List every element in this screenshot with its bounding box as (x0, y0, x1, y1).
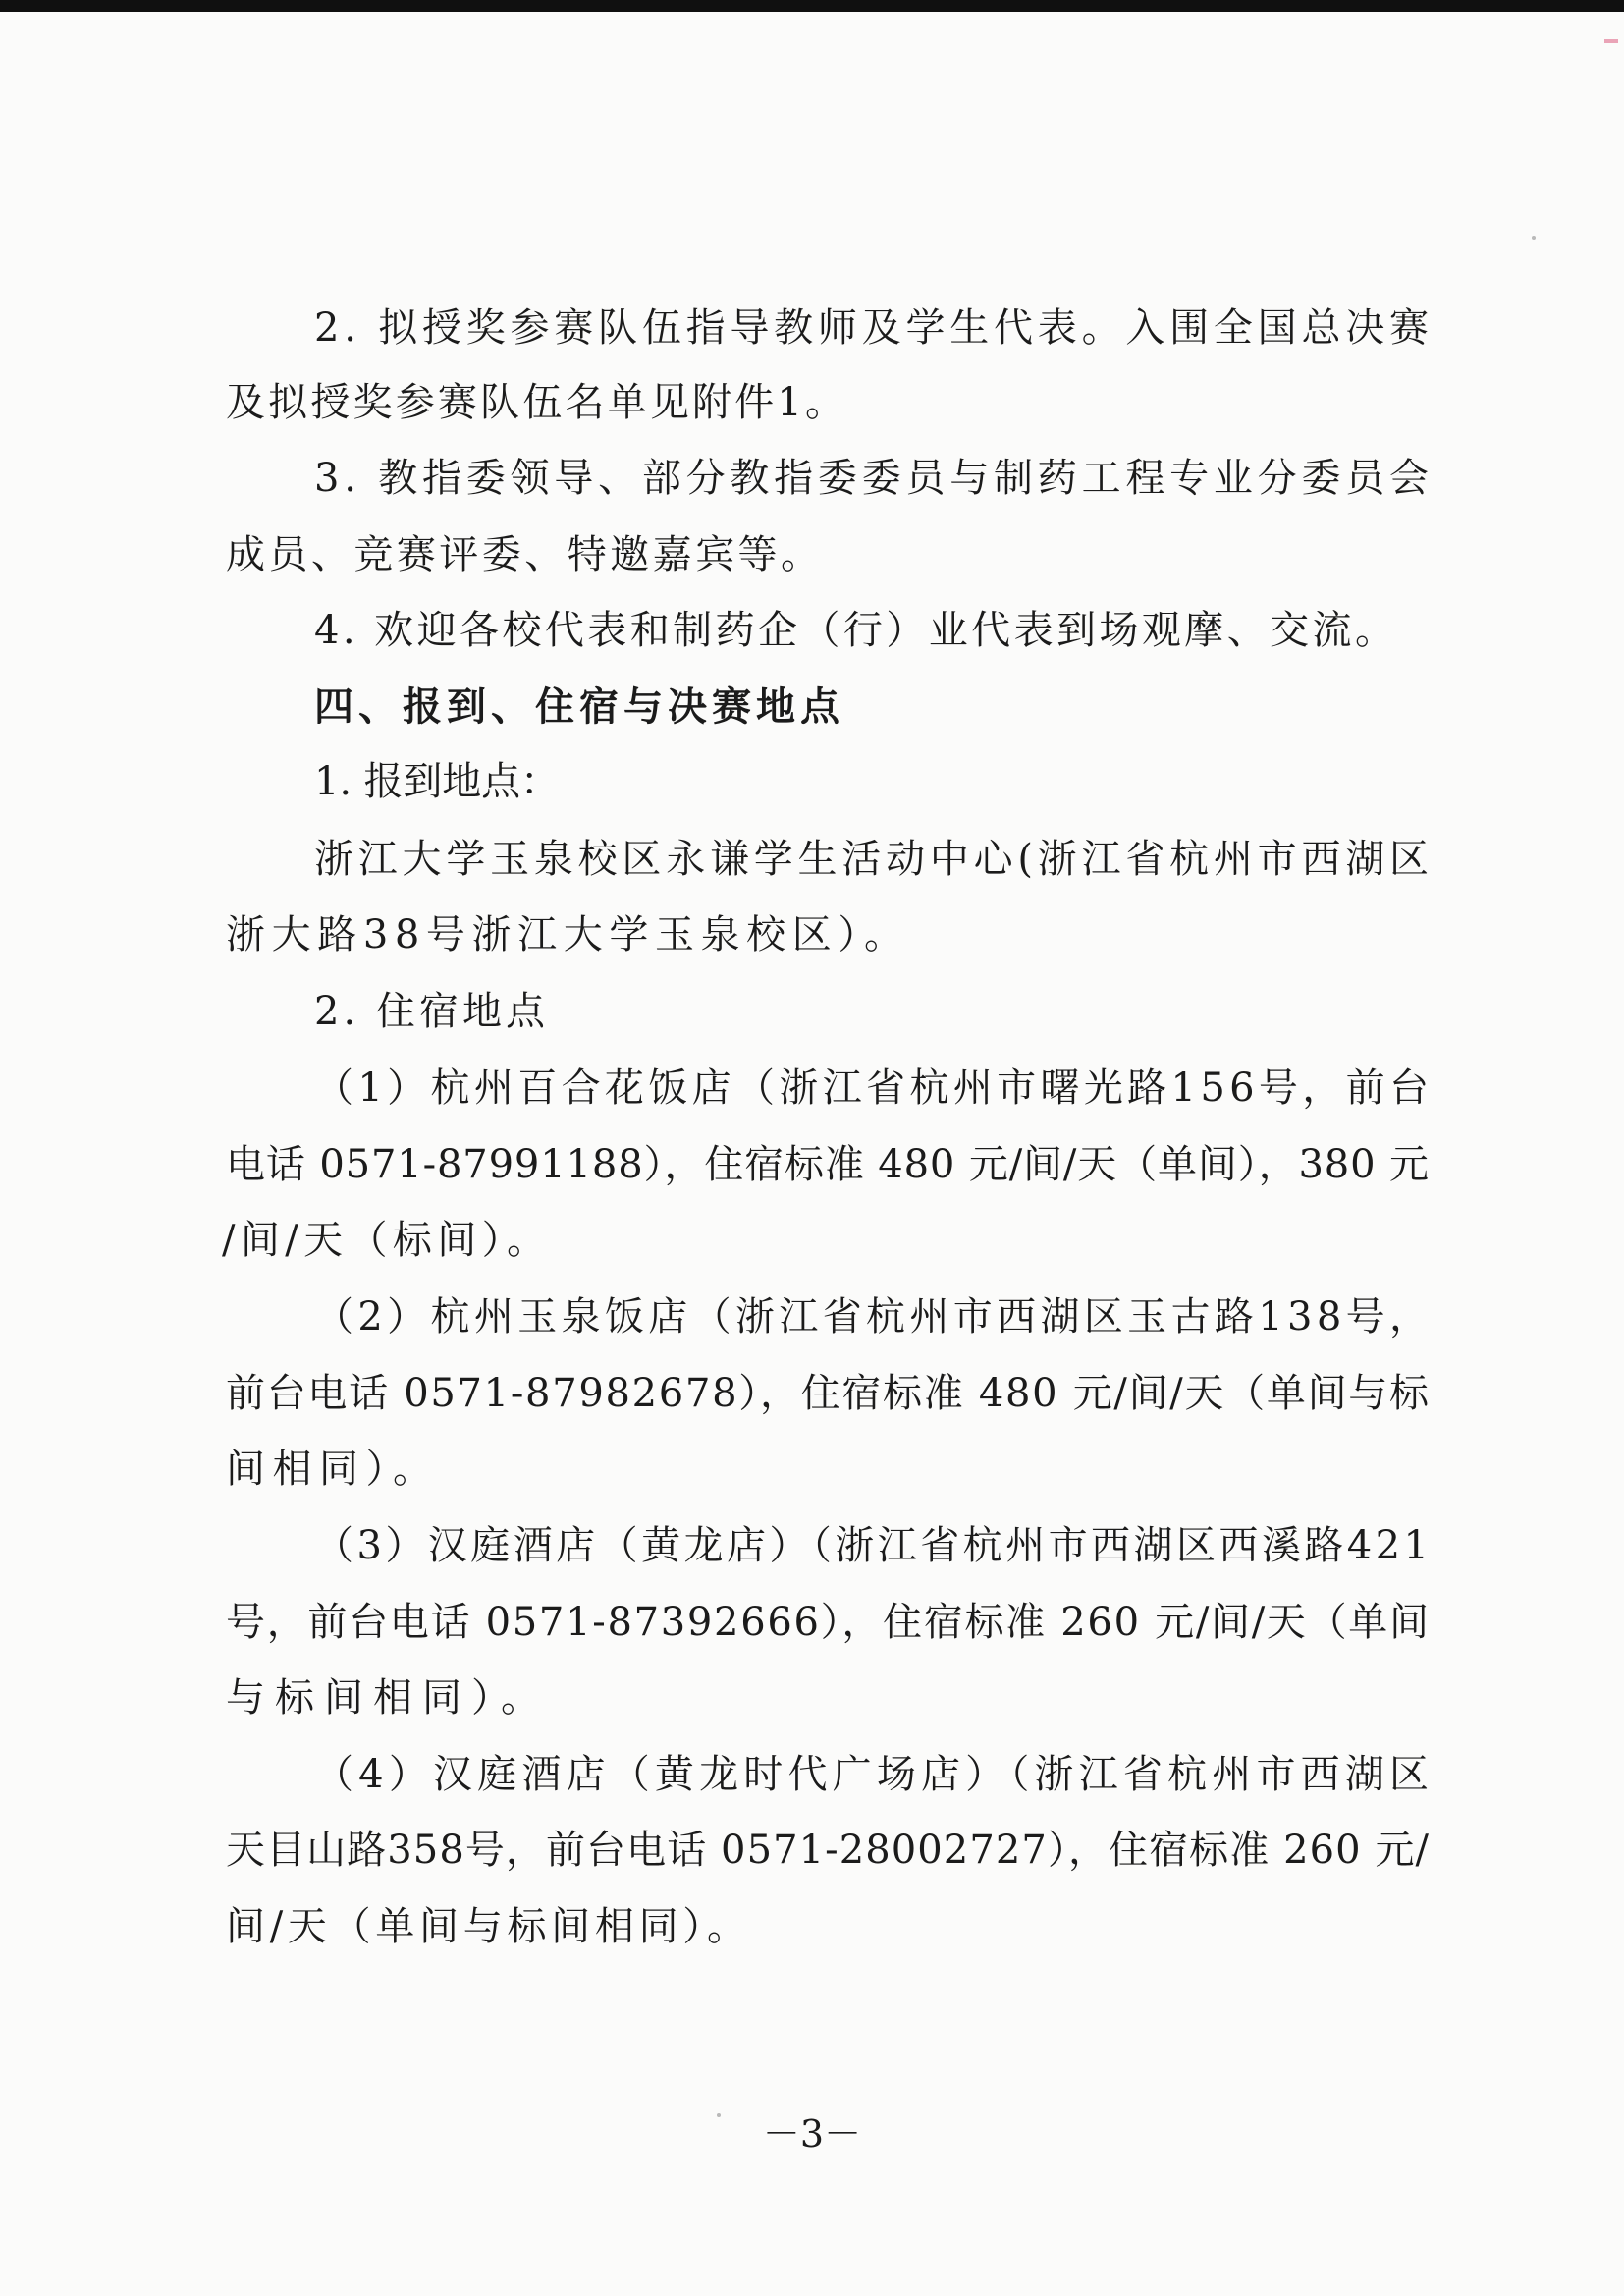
text-line: 1. 报到地点： (314, 759, 560, 804)
page-number: －3－ (762, 2112, 862, 2156)
text-line: 号，前台电话 0571-87392666），住宿标准 260 元/间/天（单间 (226, 1600, 1431, 1645)
text-line: 电话 0571-87991188），住宿标准 480 元/间/天（单间），380 元 (226, 1142, 1430, 1187)
text-line: 4. 欢迎各校代表和制药企（行）业代表到场观摩、交流。 (314, 608, 1398, 653)
text-line: 2. 拟授奖参赛队伍指导教师及学生代表。入围全国总决赛 (314, 305, 1434, 351)
text-line: （4）汉庭酒店（黄龙时代广场店）（浙江省杭州市西湖区 (314, 1752, 1435, 1797)
text-line: （2）杭州玉泉饭店（浙江省杭州市西湖区玉古路138号， (314, 1294, 1434, 1339)
text-line: 2. 住宿地点 (314, 989, 550, 1034)
text-line: 成员、竞赛评委、特邀嘉宾等。 (226, 532, 824, 577)
scan-top-edge (0, 0, 1624, 12)
scan-mark (1604, 39, 1618, 43)
text-line: 间相同）。 (226, 1447, 440, 1492)
text-line: /间/天（标间）。 (222, 1218, 552, 1263)
text-line: 与标间相同）。 (226, 1675, 550, 1721)
section-heading: 四、报到、住宿与决赛地点 (314, 683, 844, 730)
text-line: 及拟授奖参赛队伍名单见附件1。 (226, 380, 848, 425)
text-line: 间/天（单间与标间相同）。 (226, 1904, 751, 1949)
text-line: 天目山路358号，前台电话 0571-28002727），住宿标准 260 元/ (226, 1828, 1431, 1873)
text-line: 浙江大学玉泉校区永谦学生活动中心(浙江省杭州市西湖区 (314, 837, 1434, 882)
text-line: 浙大路38号浙江大学玉泉校区）。 (226, 912, 910, 957)
text-line: 3. 教指委领导、部分教指委委员与制药工程专业分委员会 (314, 456, 1434, 501)
text-line: （1）杭州百合花饭店（浙江省杭州市曙光路156号，前台 (314, 1066, 1434, 1111)
scan-speck (1532, 236, 1536, 240)
text-line: 前台电话 0571-87982678），住宿标准 480 元/间/天（单间与标 (226, 1371, 1431, 1416)
text-line: （3）汉庭酒店（黄龙店）（浙江省杭州市西湖区西溪路421 (314, 1523, 1433, 1568)
